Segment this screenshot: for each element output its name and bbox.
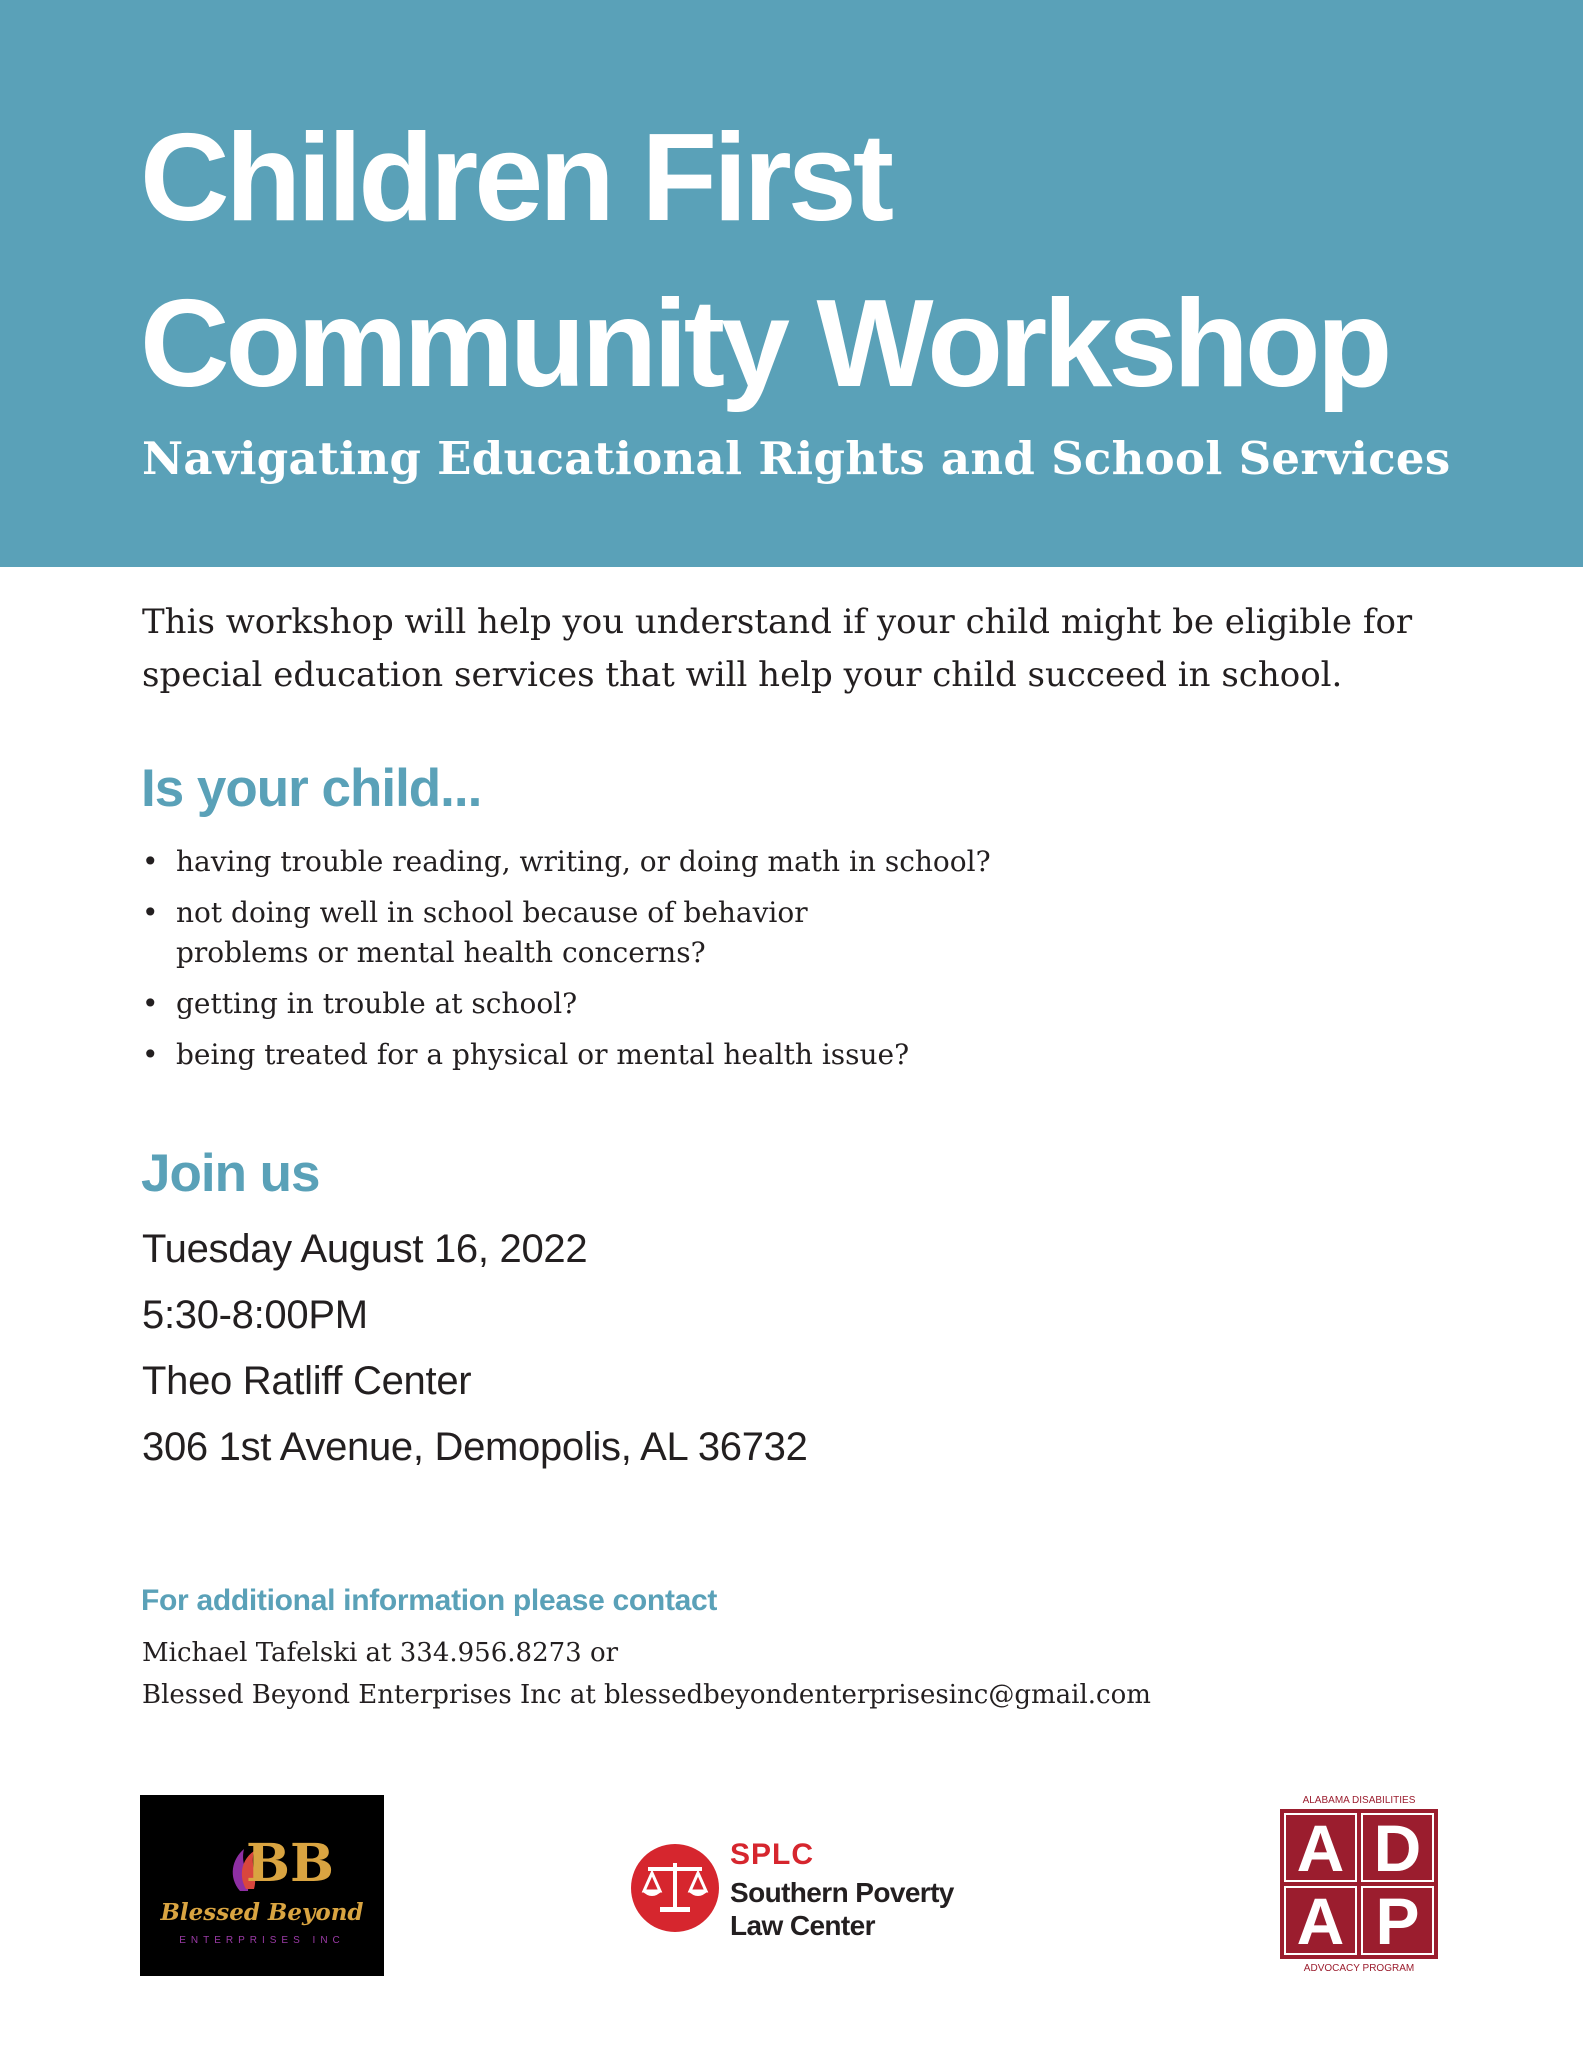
blessed-beyond-name: Blessed Beyond: [160, 1899, 364, 1926]
blessed-beyond-flame-icon: [226, 1825, 334, 1895]
adap-letter: P: [1361, 1886, 1434, 1955]
blessed-beyond-logo: [140, 1795, 384, 1976]
event-date: Tuesday August 16, 2022: [142, 1227, 588, 1271]
question-text: having trouble reading, writing, or doing math in school?: [176, 845, 991, 878]
contact-heading: For additional information please contact: [141, 1584, 718, 1617]
contact-info: [142, 1632, 1151, 1716]
header-banner: [0, 0, 1583, 567]
contact-line-phone: Michael Tafelski at 334.956.8273 or: [142, 1638, 619, 1668]
join-heading: Join us: [141, 1144, 320, 1203]
page-title: [140, 95, 1388, 427]
bullet-dot: •: [142, 987, 159, 1020]
bullet-dot: •: [142, 896, 159, 929]
scales-of-justice-icon: [630, 1843, 720, 1933]
adap-bottom-text: ADVOCACY PROGRAM: [1303, 1963, 1415, 1974]
list-item: [142, 1035, 1042, 1075]
adap-top-text: ALABAMA DISABILITIES: [1302, 1795, 1416, 1806]
event-details: [142, 1216, 808, 1480]
adap-letter-grid: [1280, 1809, 1438, 1959]
blessed-beyond-subname: ENTERPRISES INC: [179, 1935, 345, 1946]
bullet-dot: •: [142, 845, 159, 878]
adap-letter: D: [1361, 1813, 1434, 1882]
title-line-1: Children First: [140, 109, 891, 247]
bb-monogram: BB: [246, 1833, 334, 1894]
splc-name-line-2: Law Center: [730, 1910, 875, 1941]
event-venue: Theo Ratliff Center: [142, 1359, 472, 1403]
questions-heading: Is your child...: [141, 759, 482, 818]
title-line-2: Community Workshop: [140, 275, 1389, 413]
contact-line-email: Blessed Beyond Enterprises Inc at blessedbeyondenterprisesinc@gmail.com: [142, 1680, 1151, 1710]
list-item: [142, 984, 1042, 1024]
list-item: [142, 842, 1042, 882]
event-time: 5:30-8:00PM: [142, 1293, 368, 1337]
bullet-dot: •: [142, 1038, 159, 1071]
question-text: being treated for a physical or mental health issue?: [176, 1038, 910, 1071]
adap-letter: A: [1284, 1886, 1357, 1955]
adap-logo: [1280, 1795, 1438, 1976]
intro-paragraph: This workshop will help you understand if your child might be eligible for special education services that will help your child succeed in school.: [142, 602, 1413, 695]
question-text: not doing well in school because of behavior problems or mental health concerns?: [176, 896, 808, 969]
adap-letter: A: [1284, 1813, 1357, 1882]
page-subtitle: Navigating Educational Rights and School Services: [142, 432, 1451, 485]
list-item: [142, 893, 936, 973]
splc-full-name: [730, 1876, 954, 1942]
splc-name-line-1: Southern Poverty: [730, 1877, 954, 1908]
question-text: getting in trouble at school?: [176, 987, 578, 1020]
splc-logo: [630, 1838, 954, 1941]
splc-abbreviation: SPLC: [730, 1838, 815, 1871]
event-address: 306 1st Avenue, Demopolis, AL 36732: [142, 1425, 808, 1469]
questions-list: [142, 842, 1042, 1086]
